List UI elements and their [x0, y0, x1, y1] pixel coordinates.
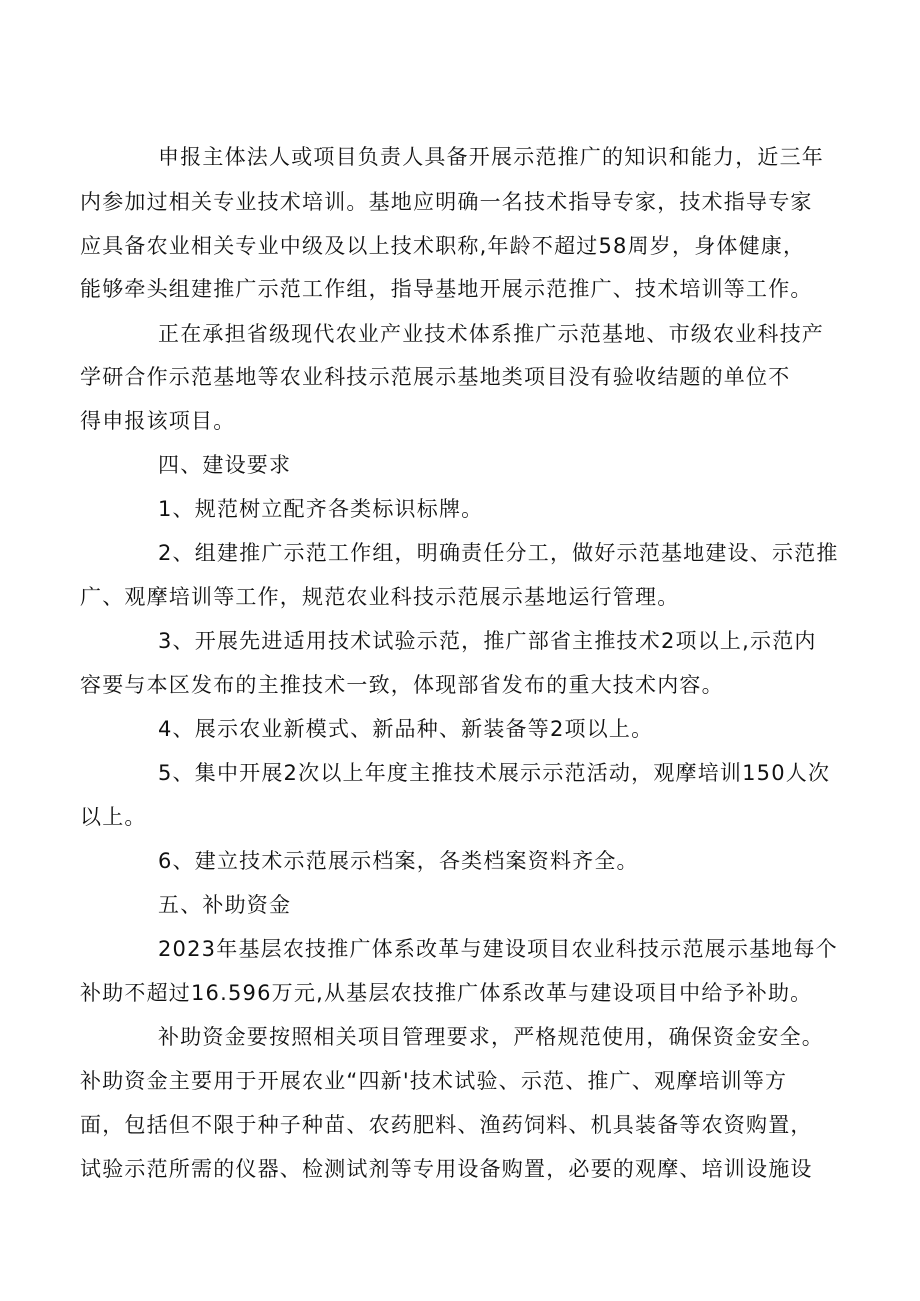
- list-item: 1、规范树立配齐各类标识标牌。: [158, 497, 484, 521]
- paragraph-line: 学研合作示范基地等农业科技示范展示基地类项目没有验收结题的单位不: [80, 365, 791, 389]
- section-heading: 四、建设要求: [158, 453, 292, 477]
- list-item: 5、集中开展2次以上年度主推技术展示示范活动，观摩培训150人次: [158, 761, 831, 785]
- list-item: 3、开展先进适用技术试验示范，推广部省主推技术2项以上,示范内: [158, 629, 817, 653]
- paragraph-line: 面，包括但不限于种子种苗、农药肥料、渔药饲料、机具装备等农资购置，: [80, 1113, 813, 1137]
- paragraph-line: 内参加过相关专业技术培训。基地应明确一名技术指导专家，技术指导专家: [80, 190, 813, 214]
- paragraph-line: 申报主体法人或项目负责人具备开展示范推广的知识和能力，近三年: [158, 145, 824, 169]
- list-item-continuation: 容要与本区发布的主推技术一致，体现部省发布的重大技术内容。: [80, 673, 724, 697]
- paragraph-line: 应具备农业相关专业中级及以上技术职称,年龄不超过58周岁，身体健康，: [80, 234, 806, 258]
- paragraph-line: 补助不超过16.596万元,从基层农技推广体系改革与建设项目中给予补助。: [80, 981, 813, 1005]
- paragraph-line: 得申报该项目。: [80, 409, 236, 433]
- section-heading: 五、补助资金: [158, 893, 292, 917]
- paragraph-line: 补助资金要按照相关项目管理要求，严格规范使用，确保资金安全。: [158, 1025, 824, 1049]
- list-item: 6、建立技术示范展示档案，各类档案资料齐全。: [158, 849, 639, 873]
- list-item: 4、展示农业新模式、新品种、新装备等2项以上。: [158, 717, 654, 741]
- paragraph-line: 能够牵头组建推广示范工作组，指导基地开展示范推广、技术培训等工作。: [80, 277, 813, 301]
- paragraph-line: 补助资金主要用于开展农业“四新'技术试验、示范、推广、观摩培训等方: [80, 1069, 788, 1093]
- list-item-continuation: 以上。: [80, 805, 147, 829]
- paragraph-line: 正在承担省级现代农业产业技术体系推广示范基地、市级农业科技产: [158, 322, 824, 346]
- paragraph-line: 试验示范所需的仪器、检测试剂等专用设备购置，必要的观摩、培训设施设: [80, 1157, 813, 1181]
- paragraph-line: 2023年基层农技推广体系改革与建设项目农业科技示范展示基地每个: [158, 937, 838, 961]
- list-item-continuation: 广、观摩培训等工作，规范农业科技示范展示基地运行管理。: [80, 585, 680, 609]
- list-item: 2、组建推广示范工作组，明确责任分工，做好示范基地建设、示范推: [158, 541, 839, 565]
